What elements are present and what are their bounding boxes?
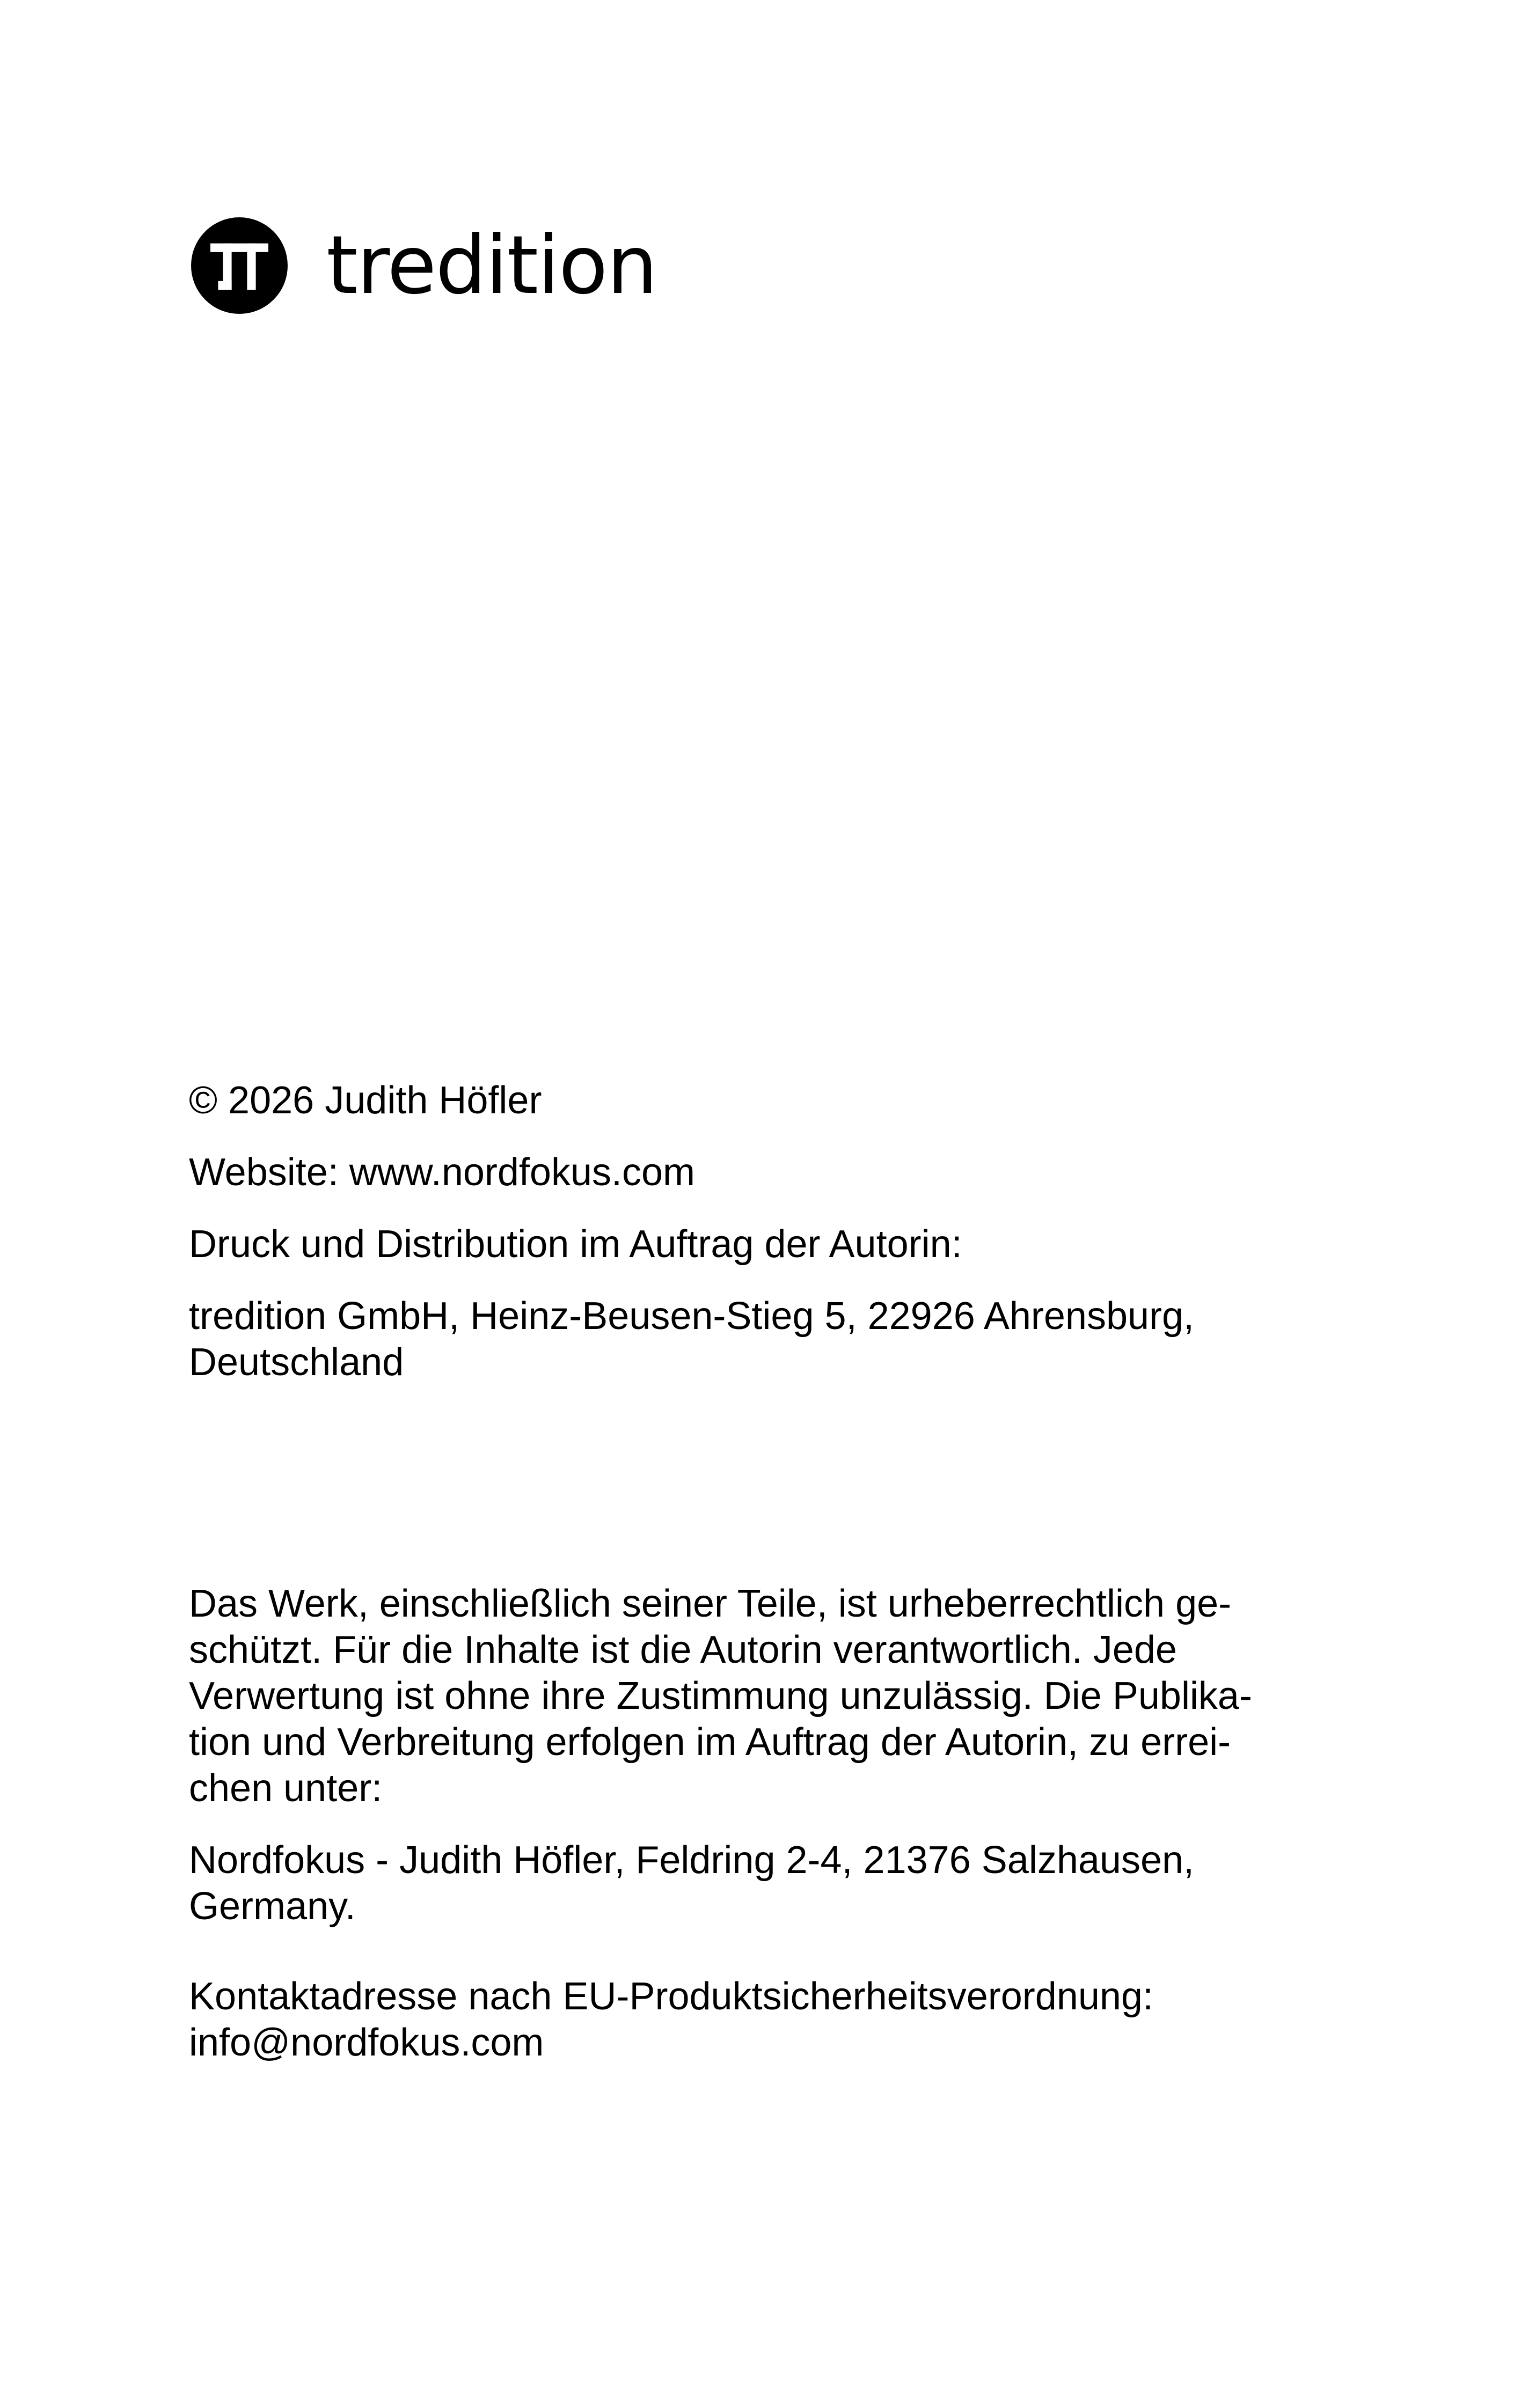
copyright-text: © 2026 Judith Höfler: [189, 1079, 542, 1122]
copyright-notice-paragraph: [189, 1581, 1370, 1811]
author-contact-line: Germany.: [189, 1885, 356, 1928]
website-line: [189, 1149, 1370, 1195]
notice-line: tion und Verbreitung erfolgen im Auftrag der Autorin, zu errei-: [189, 1721, 1231, 1764]
publisher-address-line: tredition GmbH, Heinz-Beusen-Stieg 5, 22926 Ahrensburg,: [189, 1295, 1195, 1338]
print-distribution-line: [189, 1221, 1370, 1267]
author-contact-line: Nordfokus - Judith Höfler, Feldring 2-4, 21376 Salzhausen,: [189, 1839, 1195, 1882]
notice-line: schützt. Für die Inhalte ist die Autorin verantwortlich. Jede: [189, 1628, 1177, 1671]
notice-line: Das Werk, einschließlich seiner Teile, ist urheberrechtlich ge-: [189, 1582, 1232, 1625]
publisher-logo: [191, 215, 657, 317]
print-distribution-text: Druck und Distribution im Auftrag der Autorin:: [189, 1223, 962, 1266]
publisher-address: [189, 1293, 1370, 1385]
website-text: Website: www.nordfokus.com: [189, 1151, 696, 1194]
publisher-address-line: Deutschland: [189, 1341, 404, 1384]
notice-line: chen unter:: [189, 1767, 383, 1810]
author-contact-address: [189, 1837, 1370, 1929]
tredition-logo-icon: [191, 217, 288, 314]
eu-contact-email: info@nordfokus.com: [189, 2021, 544, 2064]
eu-contact-label: Kontaktadresse nach EU-Produktsicherheitsverordnung:: [189, 1975, 1153, 2018]
eu-contact-address: [189, 1973, 1370, 2066]
copyright-line: [189, 1077, 1370, 1124]
logo-wordmark: tredition: [326, 219, 657, 312]
notice-line: Verwertung ist ohne ihre Zustimmung unzulässig. Die Publika-: [189, 1675, 1252, 1717]
